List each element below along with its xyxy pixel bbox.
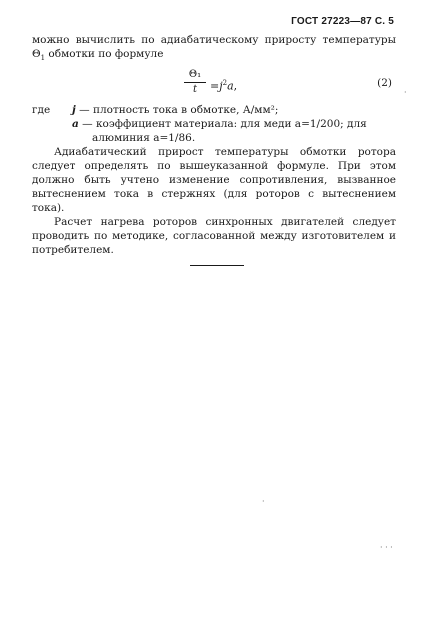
formula-numerator: Θ₁ [184, 69, 206, 83]
intro-text: можно вычислить по адиабатическому приросту температуры Θ [32, 34, 396, 60]
scan-mark: · · · [380, 543, 393, 552]
document-body [32, 33, 396, 257]
page-header: ГОСТ 27223—87 С. 5 [291, 16, 394, 27]
formula-a: a [227, 79, 234, 93]
section-divider [190, 265, 244, 266]
formula [32, 69, 396, 103]
paragraph-adiabatic: Адиабатический прирост температуры обмотки ротора следует определять по вышеуказанной формуле. При этом должно быть учтено изменение сопротивления, вызванное вытеснением тока в стержнях (для роторов с вытеснением тока). [32, 146, 396, 215]
def-symbol-a: a [72, 118, 79, 131]
theta-subscript: 1 [40, 54, 46, 63]
def-text-j: — плотность тока в обмотке, А/мм²; [75, 104, 279, 117]
scan-mark: · [404, 88, 407, 97]
formula-j: j [219, 79, 223, 93]
formula-exp: 2 [222, 79, 228, 88]
definitions [32, 103, 396, 145]
formula-denominator: t [192, 84, 198, 96]
def-text-a: — коэффициент материала: для меди a=1/200; для алюминия a=1/86. [78, 118, 367, 145]
where-word: где [32, 104, 51, 117]
definition-j [32, 103, 396, 117]
scan-mark: · [262, 497, 265, 506]
intro-text-2: обмотки по формуле [48, 48, 164, 60]
intro-paragraph [32, 33, 396, 65]
formula-fraction [184, 69, 206, 96]
formula-equals: = [210, 79, 220, 93]
formula-rhs [210, 76, 237, 94]
equation-number: (2) [377, 77, 392, 90]
def-symbol-j: j [72, 104, 76, 117]
formula-comma: , [233, 79, 238, 93]
definition-a [32, 117, 396, 145]
paragraph-calculation: Расчет нагрева роторов синхронных двигателей следует проводить по методике, согласованной между изготовителем и потребителем. [32, 216, 396, 257]
